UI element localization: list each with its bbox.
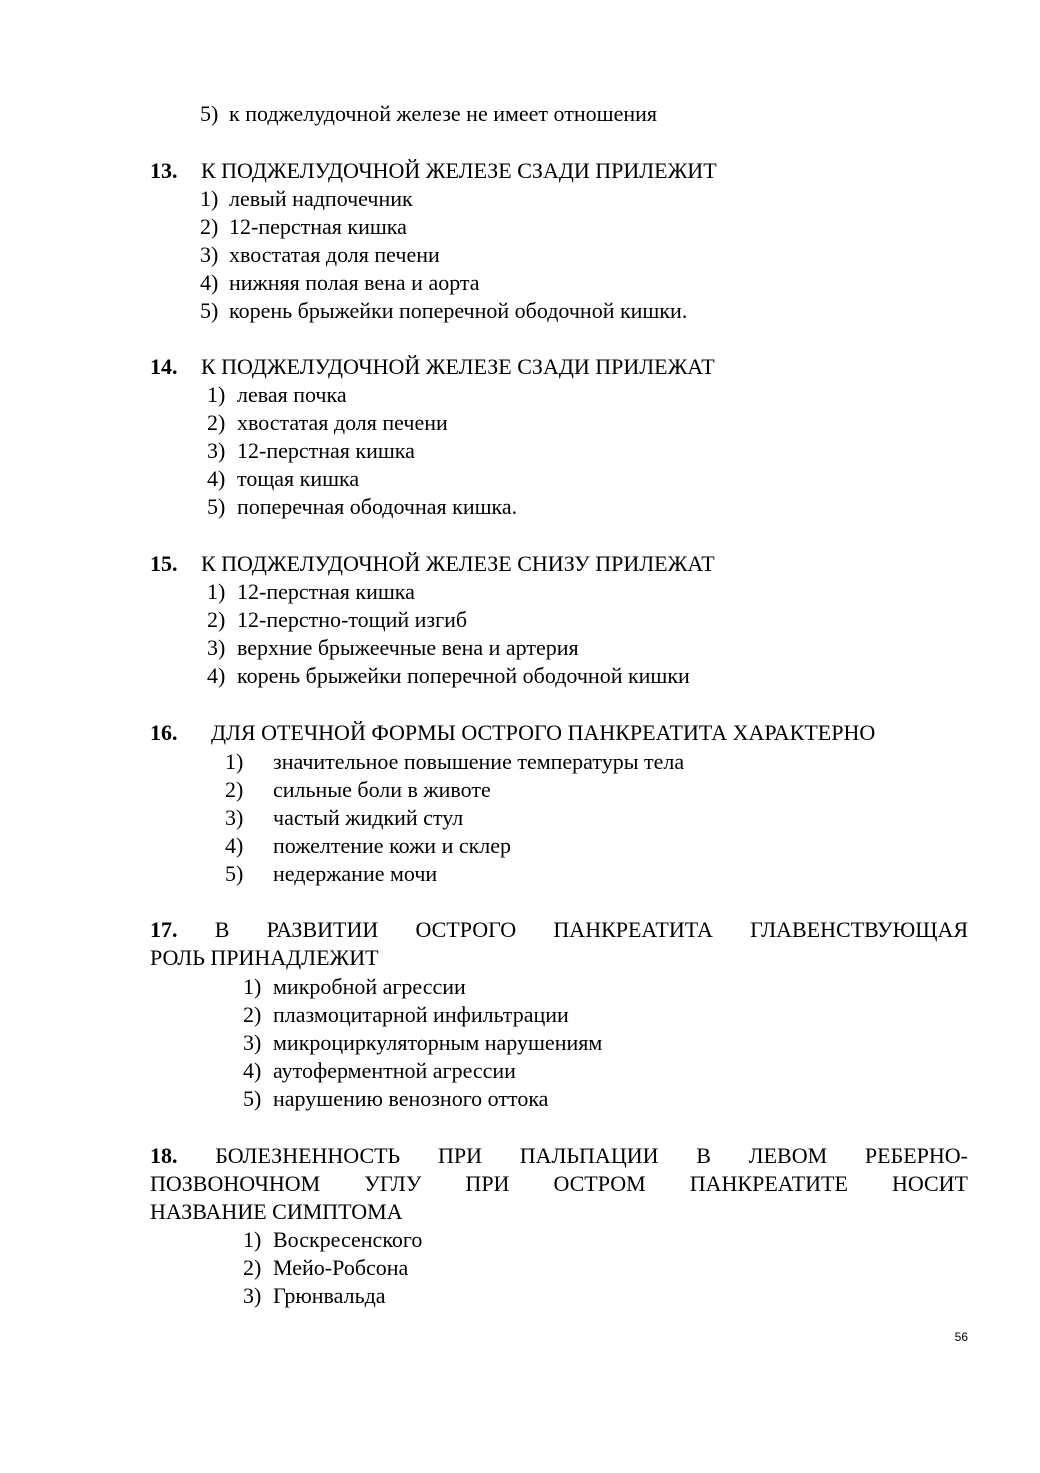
question-heading: К ПОДЖЕЛУДОЧНОЙ ЖЕЛЕЗЕ СЗАДИ ПРИЛЕЖАТ [201, 354, 715, 379]
option-text: аутоферментной агрессии [273, 1058, 516, 1083]
option-number: 2) [207, 410, 226, 435]
option-number: 2) [225, 777, 244, 802]
question-number: 17. [150, 917, 178, 942]
option-number: 3) [243, 1283, 262, 1308]
question-heading-text: ПОЗВОНОЧНОМ УГЛУ ПРИ ОСТРОМ ПАНКРЕАТИТЕ НОСИТ [150, 1171, 968, 1196]
option-text: Грюнвальда [273, 1283, 386, 1308]
question-number: 14. [150, 354, 178, 379]
option-text: микробной агрессии [273, 974, 466, 999]
option-text: 12-перстная кишка [229, 214, 407, 239]
option-number: 1) [243, 974, 262, 999]
option-text: корень брыжейки поперечной ободочной кишки. [229, 298, 688, 323]
question-heading-line [150, 916, 968, 944]
question-heading-line: РОЛЬ ПРИНАДЛЕЖИТ [150, 945, 379, 970]
option-text: к поджелудочной железе не имеет отношения [229, 101, 658, 126]
option-number: 4) [207, 663, 226, 688]
option-text: верхние брыжеечные вена и артерия [237, 635, 579, 660]
option-number: 1) [200, 186, 219, 211]
question-number: 16. [150, 720, 178, 745]
question-heading-line: НАЗВАНИЕ СИМПТОМА [150, 1199, 403, 1224]
option-number: 1) [207, 382, 226, 407]
option-text: нарушению венозного оттока [273, 1086, 549, 1111]
option-number: 5) [200, 298, 219, 323]
question-heading: К ПОДЖЕЛУДОЧНОЙ ЖЕЛЕЗЕ СНИЗУ ПРИЛЕЖАТ [201, 551, 715, 576]
option-text: левая почка [237, 382, 347, 407]
question-heading-line [150, 1170, 968, 1198]
option-number: 4) [207, 466, 226, 491]
option-number: 5) [200, 101, 219, 126]
option-text: 12-перстная кишка [237, 438, 415, 463]
option-text: хвостатая доля печени [229, 242, 440, 267]
question-heading-line [150, 1142, 968, 1170]
option-number: 3) [243, 1030, 262, 1055]
option-number: 4) [225, 833, 244, 858]
question-heading-text: БОЛЕЗНЕННОСТЬ ПРИ ПАЛЬПАЦИИ В ЛЕВОМ РЕБЕРНО- [215, 1143, 968, 1168]
option-text: 12-перстная кишка [237, 579, 415, 604]
option-text: 12-перстно-тощий изгиб [237, 607, 468, 632]
option-number: 3) [225, 805, 244, 830]
option-text: микроциркуляторным нарушениям [273, 1030, 603, 1055]
question-number: 13. [150, 158, 178, 183]
question-heading: К ПОДЖЕЛУДОЧНОЙ ЖЕЛЕЗЕ СЗАДИ ПРИЛЕЖИТ [201, 158, 717, 183]
option-text: хвостатая доля печени [237, 410, 448, 435]
option-text: Воскресенского [273, 1227, 423, 1252]
option-text: левый надпочечник [229, 186, 413, 211]
option-text: корень брыжейки поперечной ободочной кишки [237, 663, 690, 688]
question-heading-text: В РАЗВИТИИ ОСТРОГО ПАНКРЕАТИТА ГЛАВЕНСТВУЮЩАЯ [214, 917, 969, 942]
option-number: 1) [243, 1227, 262, 1252]
option-number: 2) [200, 214, 219, 239]
page-number: 56 [954, 1330, 968, 1344]
option-number: 4) [200, 270, 219, 295]
option-number: 5) [207, 494, 226, 519]
option-number: 3) [207, 635, 226, 660]
question-number: 18. [150, 1143, 178, 1168]
question-number: 15. [150, 551, 178, 576]
option-number: 1) [225, 749, 244, 774]
option-number: 5) [225, 861, 244, 886]
question-heading: ДЛЯ ОТЕЧНОЙ ФОРМЫ ОСТРОГО ПАНКРЕАТИТА ХАРАКТЕРНО [211, 720, 876, 745]
option-number: 2) [207, 607, 226, 632]
option-number: 3) [207, 438, 226, 463]
option-text: Мейо-Робсона [273, 1255, 409, 1280]
option-number: 2) [243, 1002, 262, 1027]
option-number: 5) [243, 1086, 262, 1111]
option-number: 3) [200, 242, 219, 267]
option-number: 2) [243, 1255, 262, 1280]
option-text: поперечная ободочная кишка. [237, 494, 518, 519]
option-number: 4) [243, 1058, 262, 1083]
option-text: частый жидкий стул [273, 805, 464, 830]
option-text: значительное повышение температуры тела [273, 749, 685, 774]
option-number: 1) [207, 579, 226, 604]
option-text: плазмоцитарной инфильтрации [273, 1002, 569, 1027]
option-text: тощая кишка [237, 466, 360, 491]
option-text: сильные боли в животе [273, 777, 491, 802]
option-text: недержание мочи [273, 861, 438, 886]
option-text: нижняя полая вена и аорта [229, 270, 480, 295]
option-text: пожелтение кожи и склер [273, 833, 512, 858]
